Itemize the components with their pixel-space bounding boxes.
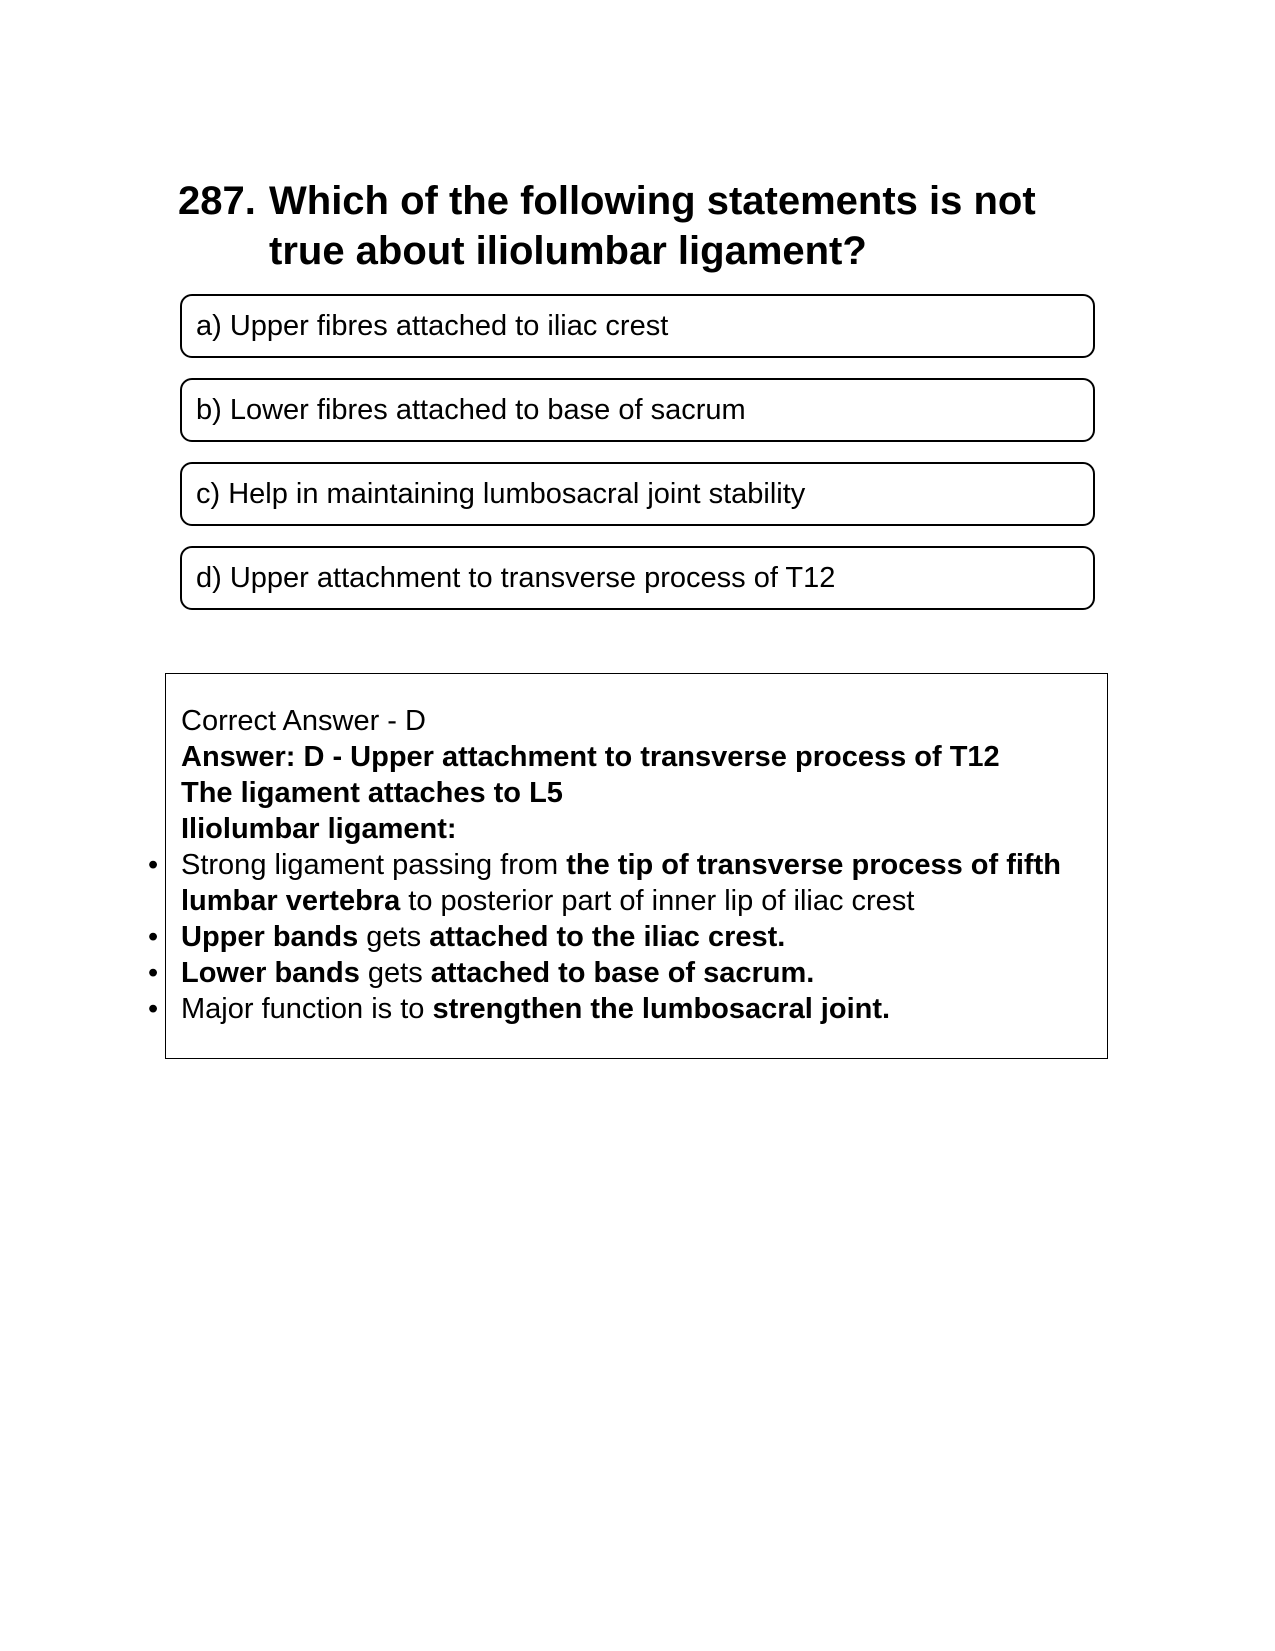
option-b[interactable]: b) Lower fibres attached to base of sacrum (180, 378, 1095, 442)
fact-text: gets (358, 921, 430, 953)
fact-bold: strengthen the lumbosacral joint. (432, 993, 891, 1025)
option-a[interactable]: a) Upper fibres attached to iliac crest (180, 294, 1095, 358)
bullet-icon: • (148, 993, 159, 1025)
facts-list (148, 847, 1101, 1027)
bullet-icon: • (148, 921, 159, 953)
fact-text: gets (359, 957, 431, 989)
fact-bold: attached to the iliac crest. (429, 921, 786, 953)
option-d[interactable]: d) Upper attachment to transverse process of T12 (180, 546, 1095, 610)
list-item (148, 847, 1101, 919)
fact-text: Strong ligament passing from (181, 849, 567, 881)
bullet-icon: • (148, 957, 159, 989)
fact-text: to posterior part of inner lip of iliac crest (400, 885, 915, 917)
option-c[interactable]: c) Help in maintaining lumbosacral joint stability (180, 462, 1095, 526)
fact-bold: the tip of transverse process of fifth (566, 849, 1061, 881)
list-item (148, 955, 1101, 991)
fact-text: Major function is to (181, 993, 433, 1025)
answer-content (148, 703, 1101, 1027)
list-item (148, 991, 1101, 1027)
answer-line: Answer: D - Upper attachment to transverse process of T12 (181, 741, 1000, 773)
question-text: Which of the following statements is not true about iliolumbar ligament? (269, 179, 1036, 273)
list-item (148, 919, 1101, 955)
ligament-heading: Iliolumbar ligament: (181, 813, 457, 845)
bullet-icon: • (148, 849, 159, 881)
fact-bold: Lower bands (181, 957, 360, 989)
fact-bold: lumbar vertebra (181, 885, 401, 917)
question-number: 287. (178, 179, 256, 223)
explanation-line: The ligament attaches to L5 (181, 777, 563, 809)
correct-answer-line: Correct Answer - D (181, 705, 426, 737)
fact-bold: attached to base of sacrum. (430, 957, 815, 989)
question-heading (178, 176, 1098, 276)
fact-bold: Upper bands (181, 921, 359, 953)
